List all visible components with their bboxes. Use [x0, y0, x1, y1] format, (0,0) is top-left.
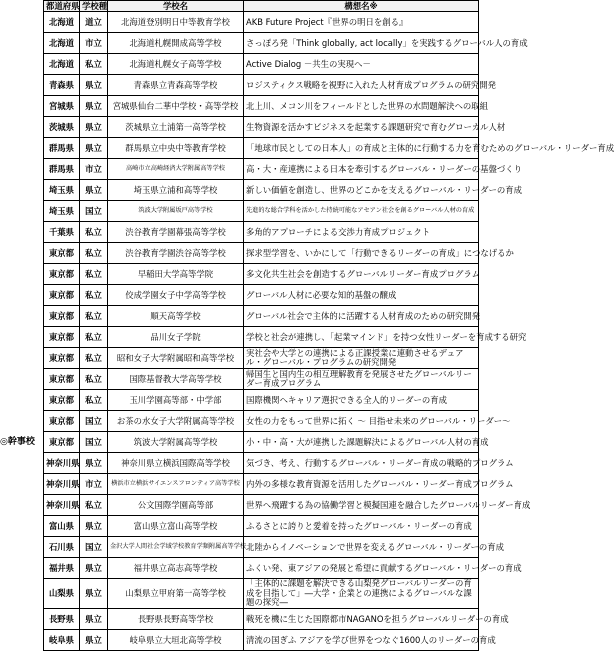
school-name-cell: 北海道札幌開成高等学校: [108, 33, 244, 54]
concept-cell: 清流の国ぎふ アジアを学び世界をつなぐ1600人のリーダーの育成: [244, 629, 479, 650]
table-row: [44, 54, 479, 75]
concept-cell: 女性の力をもって世界に拓く ～ 目指せ未来のグローバル・リーダー～: [244, 411, 479, 432]
table-row: [44, 117, 479, 138]
prefecture-cell: 東京都: [44, 432, 80, 453]
concept-cell: Active Dialog －共生の実現へ－: [244, 54, 479, 75]
school-name-cell: 筑波大学附属高等学校: [108, 432, 244, 453]
table-row: [44, 201, 479, 222]
prefecture-cell: 北海道: [44, 33, 80, 54]
school-type-cell: 国立: [80, 411, 108, 432]
concept-cell: グローバル人材に必要な知的基盤の醸成: [244, 285, 479, 306]
school-type-cell: 道立: [80, 12, 108, 33]
concept-cell: 戦死を機に生じた国際都市NAGANOを担うグローバルリーダーの育成: [244, 608, 479, 629]
concept-cell: 帰国生と国内生の相互理解教育を発展させたグローバルリーダー育成プログラム: [244, 369, 479, 390]
school-type-cell: 国立: [80, 201, 108, 222]
school-type-cell: 県立: [80, 75, 108, 96]
concept-cell: 内外の多様な教育資源を活用したグローバル・リーダー育成プログラム: [244, 474, 479, 495]
school-name-cell: 渋谷教育学園渋谷高等学校: [108, 243, 244, 264]
table-row: [44, 369, 479, 390]
concept-cell: 探求型学習を、いかにして「行動できるリーダーの育成」につなげるか: [244, 243, 479, 264]
school-type-cell: 県立: [80, 138, 108, 159]
prefecture-cell: 埼玉県: [44, 180, 80, 201]
table-row: [44, 474, 479, 495]
header-prefecture: 都道府県: [44, 1, 80, 12]
concept-cell: 新しい価値を創造し、世界のどこかを支えるグローバル・リーダーの育成: [244, 180, 479, 201]
school-name-cell: 高崎市立高崎経済大学附属高等学校: [108, 159, 244, 180]
school-type-cell: 私立: [80, 285, 108, 306]
school-name-cell: 品川女子学院: [108, 327, 244, 348]
school-type-cell: 県立: [80, 516, 108, 537]
table-body: [44, 12, 614, 651]
table-row: [44, 243, 479, 264]
prefecture-cell: 東京都: [44, 369, 80, 390]
school-name-cell: 早稲田大学高等学院: [108, 264, 244, 285]
school-table: [43, 0, 614, 651]
table-row: [44, 327, 479, 348]
school-type-cell: 私立: [80, 306, 108, 327]
table-row: [44, 432, 479, 453]
school-name-cell: 宮城県仙台二華中学校・高等学校: [108, 96, 244, 117]
concept-cell: 「主体的に課題を解決できる山梨発グローバルリーダーの育成を目指して」―大学・企業との連携によるグローバルな課題の探究―: [244, 579, 479, 609]
prefecture-cell: 青森県: [44, 75, 80, 96]
concept-cell: ふくい発、東アジアの発展と希望に貢献するグローバル・リーダーの育成: [244, 558, 479, 579]
table-row: [44, 180, 479, 201]
table-row: [44, 306, 479, 327]
concept-cell: さっぽろ発「Think globally, act locally」を実践するグローバル人の育成: [244, 33, 479, 54]
table-row: [44, 579, 479, 609]
school-type-cell: 県立: [80, 96, 108, 117]
school-name-cell: 茨城県立土浦第一高等学校: [108, 117, 244, 138]
prefecture-cell: 東京都: [44, 264, 80, 285]
school-type-cell: 私立: [80, 327, 108, 348]
prefecture-cell: 福井県: [44, 558, 80, 579]
prefecture-cell: 東京都: [44, 390, 80, 411]
prefecture-cell: 東京都: [44, 348, 80, 369]
concept-cell: ロジスティクス戦略を視野に入れた人材育成プログラムの研究開発: [244, 75, 479, 96]
table-row: [44, 516, 479, 537]
school-type-cell: 私立: [80, 243, 108, 264]
school-type-cell: 県立: [80, 558, 108, 579]
table-row: [44, 629, 479, 650]
school-type-cell: 私立: [80, 222, 108, 243]
concept-cell: 北上川、メコン川をフィールドとした世界の水問題解決への取組: [244, 96, 479, 117]
school-name-cell: 北海道札幌女子高等学校: [108, 54, 244, 75]
prefecture-cell: 北海道: [44, 54, 80, 75]
school-type-cell: 市立: [80, 474, 108, 495]
prefecture-cell: 長野県: [44, 608, 80, 629]
school-type-cell: 市立: [80, 33, 108, 54]
school-name-cell: 富山県立富山高等学校: [108, 516, 244, 537]
prefecture-cell: 神奈川県: [44, 453, 80, 474]
school-type-cell: 県立: [80, 180, 108, 201]
concept-cell: 学校と社会が連携し、「起業マインド」を持つ女性リーダーを育成する研究: [244, 327, 479, 348]
concept-cell: 世界へ飛躍する為の協働学習と模擬国連を融合したグローバルリーダー育成: [244, 495, 479, 516]
header-school-type: 学校種: [80, 1, 108, 12]
prefecture-cell: 東京都: [44, 243, 80, 264]
school-type-cell: 県立: [80, 117, 108, 138]
table-row: [44, 453, 479, 474]
table-row: [44, 96, 479, 117]
table-row: [44, 537, 479, 558]
school-name-cell: 横浜市立横浜サイエンスフロンティア高等学校: [108, 474, 244, 495]
concept-cell: 国際機関へキャリア選択できる全人的リーダーの育成: [244, 390, 479, 411]
table-row: [44, 285, 479, 306]
table-row: [44, 75, 479, 96]
prefecture-cell: 北海道: [44, 12, 80, 33]
table-row: [44, 495, 479, 516]
prefecture-cell: 神奈川県: [44, 474, 80, 495]
school-type-cell: 私立: [80, 264, 108, 285]
school-name-cell: 金沢大学人間社会学域学校教育学類附属高等学校: [108, 537, 244, 558]
school-type-cell: 私立: [80, 495, 108, 516]
school-type-cell: 私立: [80, 348, 108, 369]
concept-cell: 小・中・高・大が連携した課題解決によるグローバル人材の育成: [244, 432, 479, 453]
school-name-cell: 公文国際学園高等部: [108, 495, 244, 516]
school-name-cell: 埼玉県立浦和高等学校: [108, 180, 244, 201]
school-name-cell: 群馬県立中央中等教育学校: [108, 138, 244, 159]
school-type-cell: 私立: [80, 369, 108, 390]
prefecture-cell: 富山県: [44, 516, 80, 537]
table-row: [44, 12, 479, 33]
school-name-cell: 国際基督教大学高等学校: [108, 369, 244, 390]
school-type-cell: 県立: [80, 629, 108, 650]
prefecture-cell: 東京都: [44, 306, 80, 327]
table-row: [44, 608, 479, 629]
school-name-cell: 岐阜県立大垣北高等学校: [108, 629, 244, 650]
table-row: [44, 138, 479, 159]
school-name-cell: 玉川学園高等部・中学部: [108, 390, 244, 411]
concept-cell: AKB Future Project『世界の明日を創る』: [244, 12, 479, 33]
header-concept: 構想名※: [244, 1, 479, 12]
concept-cell: 気づき、考え、行動するグローバル・リーダー育成の戦略的プログラム: [244, 453, 479, 474]
school-type-cell: 私立: [80, 390, 108, 411]
concept-cell: グローバル社会で主体的に活躍する人材育成のための研究開発: [244, 306, 479, 327]
school-type-cell: 県立: [80, 453, 108, 474]
table-row: [44, 264, 479, 285]
table-header-row: [44, 1, 479, 12]
school-name-cell: 山梨県立甲府第一高等学校: [108, 579, 244, 609]
table-row: [44, 159, 479, 180]
school-name-cell: 福井県立高志高等学校: [108, 558, 244, 579]
concept-cell: 多文化共生社会を創造するグローバルリーダー育成プログラム: [244, 264, 479, 285]
table-row: [44, 348, 479, 369]
school-name-cell: 北海道登別明日中等教育学校: [108, 12, 244, 33]
prefecture-cell: 東京都: [44, 411, 80, 432]
prefecture-cell: 埼玉県: [44, 201, 80, 222]
concept-cell: ふるさとに誇りと愛着を持ったグローバル・リーダーの育成: [244, 516, 479, 537]
table-row: [44, 390, 479, 411]
prefecture-cell: 群馬県: [44, 159, 80, 180]
school-type-cell: 国立: [80, 432, 108, 453]
prefecture-cell: 石川県: [44, 537, 80, 558]
school-name-cell: 順天高等学校: [108, 306, 244, 327]
prefecture-cell: 山梨県: [44, 579, 80, 609]
prefecture-cell: 茨城県: [44, 117, 80, 138]
concept-cell: 多角的アプローチによる交渉力育成プロジェクト: [244, 222, 479, 243]
table-row: [44, 558, 479, 579]
school-name-cell: 佼成学園女子中学高等学校: [108, 285, 244, 306]
school-type-cell: 市立: [80, 159, 108, 180]
prefecture-cell: 神奈川県: [44, 495, 80, 516]
school-type-cell: 県立: [80, 579, 108, 609]
concept-cell: 生物資源を活かすビジネスを起業する課題研究で育むグローカル人材: [244, 117, 479, 138]
prefecture-cell: 千葉県: [44, 222, 80, 243]
school-name-cell: 昭和女子大学附属昭和高等学校: [108, 348, 244, 369]
school-name-cell: 長野県長野高等学校: [108, 608, 244, 629]
concept-cell: 「地球市民としての日本人」の育成と主体的に行動する力を育むためのグローバル・リーダー育成: [244, 138, 479, 159]
table-row: [44, 222, 479, 243]
prefecture-cell: 岐阜県: [44, 629, 80, 650]
school-name-cell: 青森県立青森高等学校: [108, 75, 244, 96]
school-type-cell: 私立: [80, 54, 108, 75]
side-label: ◎幹事校: [0, 437, 35, 447]
concept-cell: 実社会や大学との連携による正課授業に連動させるデュアル・グローバル・プログラムの研究開発: [244, 348, 479, 369]
concept-cell: 高・大・産連携による日本を牽引するグローバル・リーダーの基盤づくり: [244, 159, 479, 180]
school-name-cell: 神奈川県立横浜国際高等学校: [108, 453, 244, 474]
school-type-cell: 県立: [80, 608, 108, 629]
concept-cell: 北陸からイノベーションで世界を変えるグローバル・リーダーの育成: [244, 537, 479, 558]
school-name-cell: 筑波大学附属坂戸高等学校: [108, 201, 244, 222]
table-row: [44, 411, 479, 432]
school-name-cell: 渋谷教育学園幕張高等学校: [108, 222, 244, 243]
school-type-cell: 国立: [80, 537, 108, 558]
concept-cell: 先進的な総合学科を活かした持続可能なアセアン社会を創るグローバル人材の育成: [244, 201, 479, 222]
prefecture-cell: 東京都: [44, 285, 80, 306]
prefecture-cell: 宮城県: [44, 96, 80, 117]
header-school-name: 学校名: [108, 1, 244, 12]
school-name-cell: お茶の水女子大学附属高等学校: [108, 411, 244, 432]
prefecture-cell: 東京都: [44, 327, 80, 348]
prefecture-cell: 群馬県: [44, 138, 80, 159]
table-row: [44, 33, 479, 54]
